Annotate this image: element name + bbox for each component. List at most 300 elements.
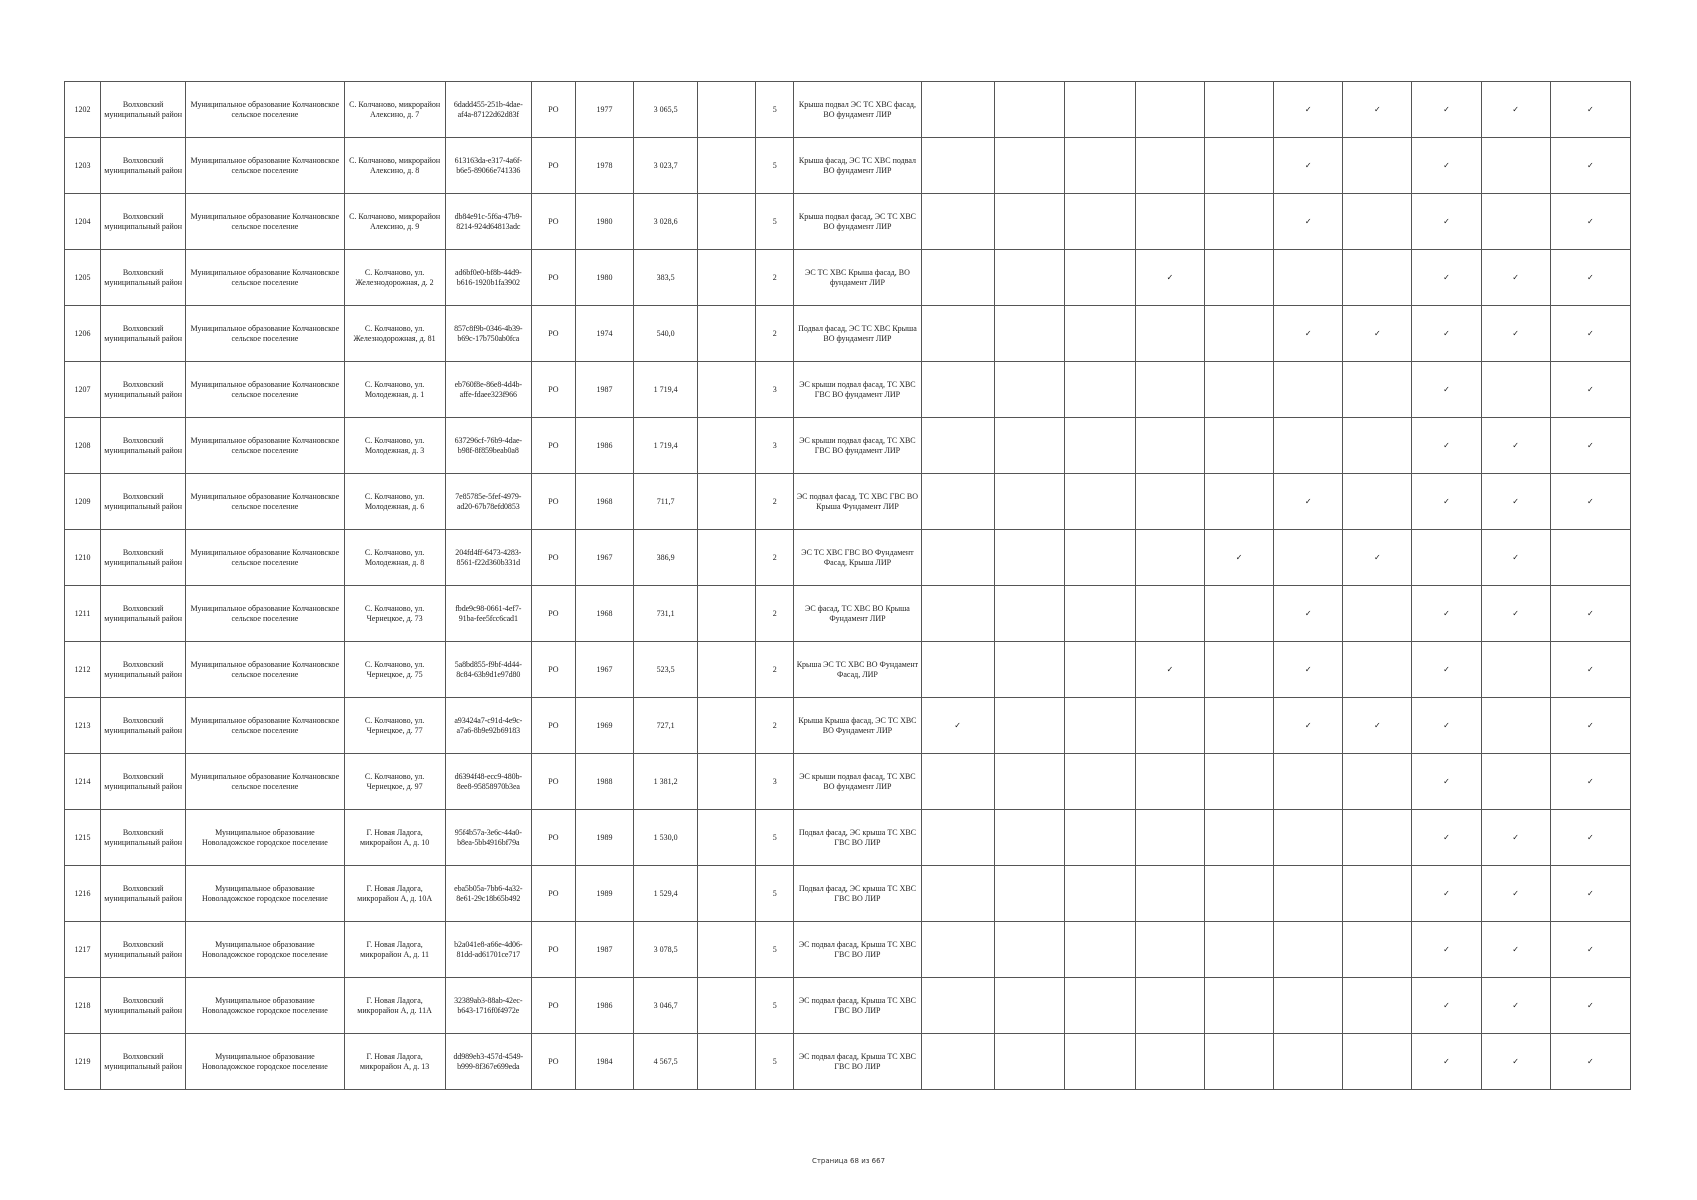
work-check-cell-10 [1550, 418, 1630, 474]
works-list-cell: Подвал фасад, ЭС крыша ТС ХВС ГВС ВО ЛИР [794, 810, 921, 866]
build-year-cell: 1986 [575, 418, 633, 474]
district-cell: Волховский муниципальный район [101, 586, 186, 642]
address-cell: С. Колчаново, ул. Железнодорожная, д. 2 [344, 250, 445, 306]
district-cell: Волховский муниципальный район [101, 698, 186, 754]
work-check-cell-2 [994, 642, 1064, 698]
floors-cell: 5 [756, 194, 794, 250]
empty-cell [698, 530, 756, 586]
checkmark-icon: ✓ [1304, 720, 1312, 730]
checkmark-icon: ✓ [1586, 888, 1594, 898]
work-check-cell-6 [1274, 1034, 1343, 1090]
address-cell: С. Колчаново, ул. Молодежная, д. 8 [344, 530, 445, 586]
table-row [65, 1034, 1631, 1090]
floors-cell: 5 [756, 810, 794, 866]
work-check-cell-4 [1135, 194, 1204, 250]
checkmark-icon: ✓ [1443, 1000, 1450, 1010]
checkmark-icon: ✓ [1512, 888, 1519, 898]
checkmark-icon: ✓ [1443, 104, 1450, 114]
checkmark-icon: ✓ [1374, 720, 1381, 730]
fund-type-cell: РО [531, 362, 575, 418]
checkmark-icon: ✓ [1443, 608, 1450, 618]
work-check-cell-7 [1343, 250, 1412, 306]
fund-type-cell: РО [531, 866, 575, 922]
work-check-cell-2 [994, 1034, 1064, 1090]
works-list-cell: Крыша ЭС ТС ХВС ВО Фундамент Фасад, ЛИР [794, 642, 921, 698]
work-check-cell-4 [1135, 418, 1204, 474]
fund-type-cell: РО [531, 306, 575, 362]
address-cell: С. Колчаново, ул. Молодежная, д. 3 [344, 418, 445, 474]
address-cell: Г. Новая Ладога, микрорайон А, д. 11 [344, 922, 445, 978]
address-cell: С. Колчаново, ул. Чернецкое, д. 73 [344, 586, 445, 642]
work-check-cell-1 [921, 698, 994, 754]
checkmark-icon: ✓ [1586, 496, 1594, 506]
work-check-cell-9 [1481, 586, 1550, 642]
area-cell: 386,9 [634, 530, 698, 586]
row-number: 1218 [65, 978, 101, 1034]
address-cell: С. Колчаново, микрорайон Алексино, д. 8 [344, 138, 445, 194]
building-guid-cell: 6dadd455-251b-4dae-af4a-87122d62d83f [445, 82, 531, 138]
work-check-cell-3 [1064, 418, 1135, 474]
works-list-cell: ЭС фасад, ТС ХВС ВО Крыша Фундамент ЛИР [794, 586, 921, 642]
empty-cell [698, 306, 756, 362]
page-footer: Страница 68 из 667 [811, 1157, 886, 1165]
floors-cell: 5 [756, 922, 794, 978]
empty-cell [698, 586, 756, 642]
work-check-cell-8 [1412, 698, 1481, 754]
checkmark-icon: ✓ [1586, 720, 1594, 730]
floors-cell: 3 [756, 754, 794, 810]
work-check-cell-3 [1064, 194, 1135, 250]
area-cell: 1 719,4 [634, 362, 698, 418]
work-check-cell-10 [1550, 82, 1630, 138]
empty-cell [698, 362, 756, 418]
work-check-cell-10 [1550, 474, 1630, 530]
work-check-cell-5 [1205, 642, 1274, 698]
table-row [65, 138, 1631, 194]
empty-cell [698, 698, 756, 754]
checkmark-icon: ✓ [1304, 496, 1312, 506]
row-number: 1209 [65, 474, 101, 530]
floors-cell: 2 [756, 642, 794, 698]
work-check-cell-8 [1412, 1034, 1481, 1090]
address-cell: С. Колчаново, ул. Молодежная, д. 1 [344, 362, 445, 418]
municipality-cell: Муниципальное образование Новоладожское городское поселение [186, 978, 344, 1034]
checkmark-icon: ✓ [1512, 104, 1519, 114]
build-year-cell: 1986 [575, 978, 633, 1034]
work-check-cell-2 [994, 698, 1064, 754]
work-check-cell-10 [1550, 1034, 1630, 1090]
work-check-cell-7 [1343, 138, 1412, 194]
work-check-cell-9 [1481, 754, 1550, 810]
checkmark-icon: ✓ [1374, 552, 1381, 562]
work-check-cell-3 [1064, 866, 1135, 922]
district-cell: Волховский муниципальный район [101, 194, 186, 250]
municipality-cell: Муниципальное образование Колчановское сельское поселение [186, 138, 344, 194]
floors-cell: 5 [756, 138, 794, 194]
checkmark-icon: ✓ [1443, 944, 1450, 954]
work-check-cell-1 [921, 754, 994, 810]
work-check-cell-9 [1481, 530, 1550, 586]
checkmark-icon: ✓ [954, 720, 961, 730]
work-check-cell-8 [1412, 866, 1481, 922]
work-check-cell-2 [994, 530, 1064, 586]
municipality-cell: Муниципальное образование Колчановское сельское поселение [186, 586, 344, 642]
work-check-cell-2 [994, 810, 1064, 866]
checkmark-icon: ✓ [1443, 832, 1450, 842]
checkmark-icon: ✓ [1374, 104, 1381, 114]
building-guid-cell: 637296cf-76b9-4dae-b98f-8f859beab0a8 [445, 418, 531, 474]
work-check-cell-6 [1274, 474, 1343, 530]
row-number: 1206 [65, 306, 101, 362]
checkmark-icon: ✓ [1235, 552, 1243, 562]
work-check-cell-1 [921, 586, 994, 642]
work-check-cell-8 [1412, 474, 1481, 530]
municipality-cell: Муниципальное образование Колчановское сельское поселение [186, 754, 344, 810]
row-number: 1207 [65, 362, 101, 418]
floors-cell: 2 [756, 474, 794, 530]
address-cell: Г. Новая Ладога, микрорайон А, д. 13 [344, 1034, 445, 1090]
work-check-cell-5 [1205, 698, 1274, 754]
area-cell: 1 529,4 [634, 866, 698, 922]
building-guid-cell: a93424a7-c91d-4e9c-a7a6-8b9e92b69183 [445, 698, 531, 754]
build-year-cell: 1974 [575, 306, 633, 362]
area-cell: 1 530,0 [634, 810, 698, 866]
works-list-cell: Крыша подвал ЭС ТС ХВС фасад, ВО фундамент ЛИР [794, 82, 921, 138]
work-check-cell-4 [1135, 250, 1204, 306]
district-cell: Волховский муниципальный район [101, 1034, 186, 1090]
row-number: 1219 [65, 1034, 101, 1090]
table-row [65, 866, 1631, 922]
work-check-cell-10 [1550, 194, 1630, 250]
row-number: 1205 [65, 250, 101, 306]
empty-cell [698, 866, 756, 922]
municipality-cell: Муниципальное образование Новоладожское городское поселение [186, 810, 344, 866]
checkmark-icon: ✓ [1586, 832, 1594, 842]
work-check-cell-10 [1550, 754, 1630, 810]
work-check-cell-4 [1135, 922, 1204, 978]
work-check-cell-7 [1343, 418, 1412, 474]
build-year-cell: 1984 [575, 1034, 633, 1090]
area-cell: 523,5 [634, 642, 698, 698]
work-check-cell-3 [1064, 978, 1135, 1034]
build-year-cell: 1980 [575, 250, 633, 306]
checkmark-icon: ✓ [1512, 496, 1519, 506]
row-number: 1213 [65, 698, 101, 754]
build-year-cell: 1988 [575, 754, 633, 810]
area-cell: 3 028,6 [634, 194, 698, 250]
work-check-cell-10 [1550, 922, 1630, 978]
table-row [65, 474, 1631, 530]
row-number: 1204 [65, 194, 101, 250]
work-check-cell-9 [1481, 866, 1550, 922]
work-check-cell-7 [1343, 586, 1412, 642]
work-check-cell-9 [1481, 474, 1550, 530]
fund-type-cell: РО [531, 530, 575, 586]
work-check-cell-7 [1343, 474, 1412, 530]
work-check-cell-7 [1343, 306, 1412, 362]
district-cell: Волховский муниципальный район [101, 866, 186, 922]
building-guid-cell: b2a041e8-a66e-4d06-81dd-ad61701ce717 [445, 922, 531, 978]
work-check-cell-7 [1343, 810, 1412, 866]
building-guid-cell: fbde9c98-0661-4ef7-91ba-fee5fcc6cad1 [445, 586, 531, 642]
address-cell: С. Колчаново, микрорайон Алексино, д. 7 [344, 82, 445, 138]
work-check-cell-1 [921, 194, 994, 250]
work-check-cell-4 [1135, 530, 1204, 586]
work-check-cell-5 [1205, 754, 1274, 810]
work-check-cell-2 [994, 754, 1064, 810]
municipality-cell: Муниципальное образование Колчановское сельское поселение [186, 306, 344, 362]
table-row [65, 362, 1631, 418]
work-check-cell-6 [1274, 698, 1343, 754]
fund-type-cell: РО [531, 194, 575, 250]
work-check-cell-4 [1135, 1034, 1204, 1090]
municipality-cell: Муниципальное образование Колчановское сельское поселение [186, 82, 344, 138]
area-cell: 383,5 [634, 250, 698, 306]
work-check-cell-1 [921, 642, 994, 698]
work-check-cell-8 [1412, 194, 1481, 250]
work-check-cell-1 [921, 138, 994, 194]
work-check-cell-10 [1550, 642, 1630, 698]
district-cell: Волховский муниципальный район [101, 250, 186, 306]
works-list-cell: ЭС крыши подвал фасад, ТС ХВС ГВС ВО фундамент ЛИР [794, 418, 921, 474]
row-number: 1212 [65, 642, 101, 698]
table-row [65, 418, 1631, 474]
empty-cell [698, 978, 756, 1034]
work-check-cell-3 [1064, 698, 1135, 754]
work-check-cell-4 [1135, 306, 1204, 362]
work-check-cell-3 [1064, 642, 1135, 698]
work-check-cell-10 [1550, 866, 1630, 922]
work-check-cell-9 [1481, 810, 1550, 866]
checkmark-icon: ✓ [1586, 664, 1594, 674]
fund-type-cell: РО [531, 810, 575, 866]
works-list-cell: ЭС подвал фасад, Крыша ТС ХВС ГВС ВО ЛИР [794, 978, 921, 1034]
empty-cell [698, 810, 756, 866]
work-check-cell-4 [1135, 754, 1204, 810]
work-check-cell-3 [1064, 754, 1135, 810]
work-check-cell-10 [1550, 810, 1630, 866]
municipality-cell: Муниципальное образование Колчановское сельское поселение [186, 698, 344, 754]
checkmark-icon: ✓ [1304, 664, 1312, 674]
work-check-cell-9 [1481, 418, 1550, 474]
work-check-cell-2 [994, 306, 1064, 362]
work-check-cell-5 [1205, 474, 1274, 530]
address-cell: С. Колчаново, микрорайон Алексино, д. 9 [344, 194, 445, 250]
work-check-cell-2 [994, 922, 1064, 978]
building-guid-cell: db84e91c-5f6a-47b9-8214-924d64813adc [445, 194, 531, 250]
floors-cell: 2 [756, 586, 794, 642]
municipality-cell: Муниципальное образование Новоладожское городское поселение [186, 1034, 344, 1090]
checkmark-icon: ✓ [1443, 776, 1450, 786]
checkmark-icon: ✓ [1586, 384, 1594, 394]
row-number: 1217 [65, 922, 101, 978]
build-year-cell: 1967 [575, 530, 633, 586]
build-year-cell: 1977 [575, 82, 633, 138]
floors-cell: 5 [756, 978, 794, 1034]
empty-cell [698, 1034, 756, 1090]
checkmark-icon: ✓ [1443, 216, 1450, 226]
work-check-cell-9 [1481, 978, 1550, 1034]
work-check-cell-7 [1343, 362, 1412, 418]
address-cell: С. Колчаново, ул. Чернецкое, д. 97 [344, 754, 445, 810]
building-guid-cell: 204fd4ff-6473-4283-8561-f22d360b331d [445, 530, 531, 586]
work-check-cell-4 [1135, 586, 1204, 642]
checkmark-icon: ✓ [1443, 328, 1450, 338]
work-check-cell-4 [1135, 362, 1204, 418]
work-check-cell-4 [1135, 810, 1204, 866]
fund-type-cell: РО [531, 698, 575, 754]
table-row [65, 82, 1631, 138]
work-check-cell-3 [1064, 138, 1135, 194]
fund-type-cell: РО [531, 1034, 575, 1090]
work-check-cell-6 [1274, 530, 1343, 586]
build-year-cell: 1989 [575, 810, 633, 866]
table-row [65, 698, 1631, 754]
work-check-cell-3 [1064, 474, 1135, 530]
area-cell: 731,1 [634, 586, 698, 642]
work-check-cell-3 [1064, 810, 1135, 866]
works-list-cell: ЭС крыши подвал фасад, ТС ХВС ГВС ВО фундамент ЛИР [794, 362, 921, 418]
address-cell: С. Колчаново, ул. Железнодорожная, д. 81 [344, 306, 445, 362]
housing-register-table [64, 81, 1631, 1090]
work-check-cell-9 [1481, 362, 1550, 418]
checkmark-icon: ✓ [1443, 272, 1450, 282]
checkmark-icon: ✓ [1304, 328, 1312, 338]
work-check-cell-5 [1205, 250, 1274, 306]
district-cell: Волховский муниципальный район [101, 362, 186, 418]
work-check-cell-4 [1135, 138, 1204, 194]
empty-cell [698, 418, 756, 474]
work-check-cell-6 [1274, 418, 1343, 474]
row-number: 1210 [65, 530, 101, 586]
address-cell: С. Колчаново, ул. Чернецкое, д. 75 [344, 642, 445, 698]
fund-type-cell: РО [531, 474, 575, 530]
works-list-cell: ЭС подвал фасад, ТС ХВС ГВС ВО Крыша Фундамент ЛИР [794, 474, 921, 530]
empty-cell [698, 82, 756, 138]
work-check-cell-6 [1274, 250, 1343, 306]
fund-type-cell: РО [531, 642, 575, 698]
work-check-cell-3 [1064, 362, 1135, 418]
build-year-cell: 1967 [575, 642, 633, 698]
fund-type-cell: РО [531, 978, 575, 1034]
work-check-cell-1 [921, 978, 994, 1034]
work-check-cell-9 [1481, 82, 1550, 138]
work-check-cell-1 [921, 1034, 994, 1090]
work-check-cell-2 [994, 586, 1064, 642]
checkmark-icon: ✓ [1443, 888, 1450, 898]
work-check-cell-9 [1481, 922, 1550, 978]
work-check-cell-10 [1550, 530, 1630, 586]
address-cell: С. Колчаново, ул. Чернецкое, д. 77 [344, 698, 445, 754]
work-check-cell-2 [994, 362, 1064, 418]
checkmark-icon: ✓ [1512, 440, 1519, 450]
area-cell: 3 065,5 [634, 82, 698, 138]
work-check-cell-5 [1205, 138, 1274, 194]
work-check-cell-5 [1205, 362, 1274, 418]
address-cell: Г. Новая Ладога, микрорайон А, д. 10 [344, 810, 445, 866]
work-check-cell-3 [1064, 82, 1135, 138]
building-guid-cell: d6394f48-ecc9-480b-8ee8-95858970b3ea [445, 754, 531, 810]
work-check-cell-9 [1481, 194, 1550, 250]
work-check-cell-5 [1205, 418, 1274, 474]
work-check-cell-8 [1412, 138, 1481, 194]
checkmark-icon: ✓ [1586, 1056, 1594, 1066]
table-row [65, 586, 1631, 642]
checkmark-icon: ✓ [1586, 104, 1594, 114]
empty-cell [698, 250, 756, 306]
district-cell: Волховский муниципальный район [101, 306, 186, 362]
district-cell: Волховский муниципальный район [101, 810, 186, 866]
work-check-cell-2 [994, 82, 1064, 138]
work-check-cell-7 [1343, 194, 1412, 250]
table-row [65, 250, 1631, 306]
work-check-cell-1 [921, 866, 994, 922]
works-list-cell: Крыша Крыша фасад, ЭС ТС ХВС ВО Фундамент ЛИР [794, 698, 921, 754]
checkmark-icon: ✓ [1443, 496, 1450, 506]
work-check-cell-4 [1135, 978, 1204, 1034]
municipality-cell: Муниципальное образование Новоладожское городское поселение [186, 922, 344, 978]
floors-cell: 5 [756, 82, 794, 138]
work-check-cell-6 [1274, 194, 1343, 250]
checkmark-icon: ✓ [1443, 664, 1450, 674]
work-check-cell-1 [921, 250, 994, 306]
checkmark-icon: ✓ [1586, 1000, 1594, 1010]
building-guid-cell: 32389ab3-88ab-42ec-b643-1716f0f4972e [445, 978, 531, 1034]
work-check-cell-7 [1343, 866, 1412, 922]
building-guid-cell: 613163da-e317-4a6f-b6e5-89066e741336 [445, 138, 531, 194]
work-check-cell-6 [1274, 922, 1343, 978]
municipality-cell: Муниципальное образование Колчановское сельское поселение [186, 362, 344, 418]
address-cell: С. Колчаново, ул. Молодежная, д. 6 [344, 474, 445, 530]
work-check-cell-5 [1205, 586, 1274, 642]
work-check-cell-6 [1274, 362, 1343, 418]
district-cell: Волховский муниципальный район [101, 978, 186, 1034]
row-number: 1208 [65, 418, 101, 474]
row-number: 1211 [65, 586, 101, 642]
table-body [65, 82, 1631, 1090]
area-cell: 540,0 [634, 306, 698, 362]
checkmark-icon: ✓ [1512, 1056, 1519, 1066]
work-check-cell-7 [1343, 530, 1412, 586]
work-check-cell-2 [994, 418, 1064, 474]
build-year-cell: 1980 [575, 194, 633, 250]
work-check-cell-10 [1550, 978, 1630, 1034]
work-check-cell-9 [1481, 1034, 1550, 1090]
area-cell: 3 046,7 [634, 978, 698, 1034]
work-check-cell-6 [1274, 586, 1343, 642]
work-check-cell-7 [1343, 82, 1412, 138]
work-check-cell-2 [994, 194, 1064, 250]
work-check-cell-5 [1205, 810, 1274, 866]
work-check-cell-4 [1135, 82, 1204, 138]
work-check-cell-3 [1064, 530, 1135, 586]
row-number: 1216 [65, 866, 101, 922]
building-guid-cell: ad6bf0e0-bf8b-44d9-b616-1920b1fa3902 [445, 250, 531, 306]
checkmark-icon: ✓ [1443, 720, 1450, 730]
work-check-cell-2 [994, 474, 1064, 530]
district-cell: Волховский муниципальный район [101, 474, 186, 530]
build-year-cell: 1968 [575, 474, 633, 530]
municipality-cell: Муниципальное образование Колчановское сельское поселение [186, 418, 344, 474]
work-check-cell-7 [1343, 698, 1412, 754]
checkmark-icon: ✓ [1512, 552, 1519, 562]
work-check-cell-10 [1550, 306, 1630, 362]
work-check-cell-3 [1064, 922, 1135, 978]
work-check-cell-6 [1274, 754, 1343, 810]
works-list-cell: ЭС подвал фасад, Крыша ТС ХВС ГВС ВО ЛИР [794, 922, 921, 978]
checkmark-icon: ✓ [1586, 944, 1594, 954]
district-cell: Волховский муниципальный район [101, 530, 186, 586]
